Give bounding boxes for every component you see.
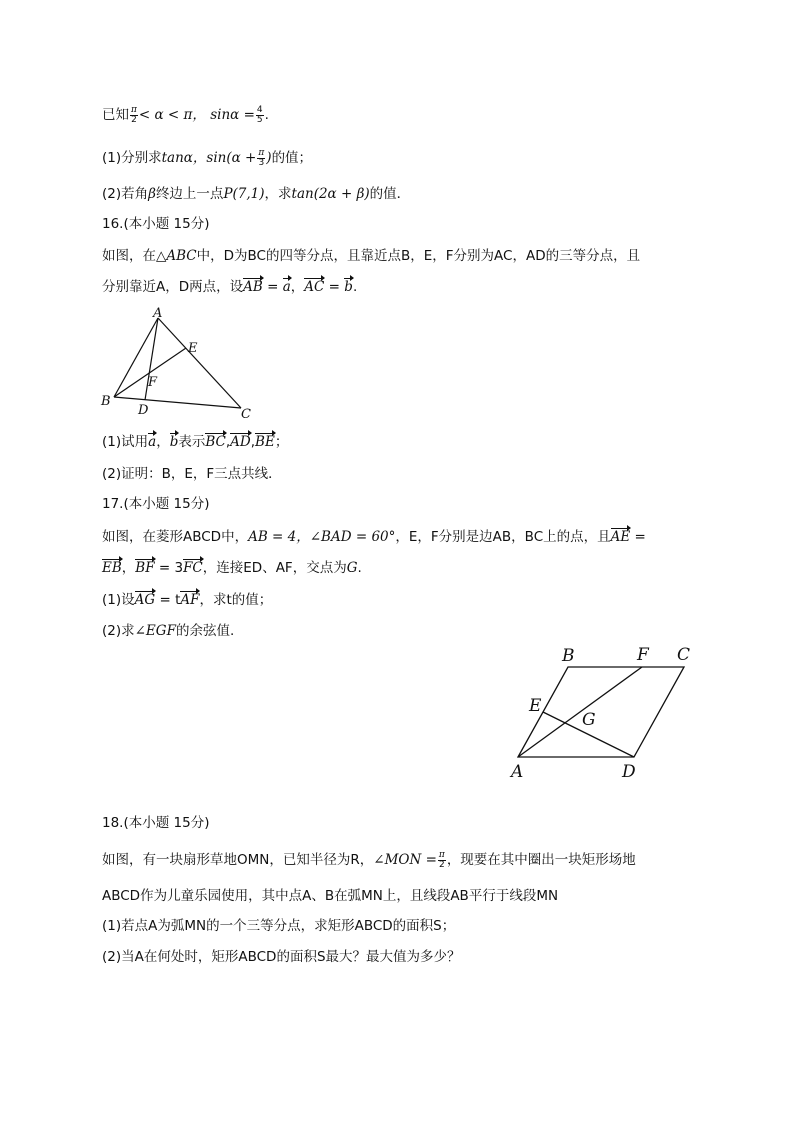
equals-three: = 3	[154, 560, 184, 576]
vector-bc: BC	[205, 434, 226, 450]
q15-part1-close: )	[266, 150, 272, 166]
q18-line1-prefix: 如图，有一块扇形草地OMN，已知半径为R，	[102, 852, 374, 868]
q15-pi-over-2	[130, 106, 138, 125]
frac-den: 5	[256, 114, 263, 125]
q17-angle-egf: ∠EGF	[134, 623, 176, 639]
q16-triangle-figure	[96, 304, 266, 426]
q15-intro	[102, 105, 269, 125]
frac-num: π	[131, 104, 137, 115]
vector-af: AF	[180, 592, 200, 608]
vector-ag: AG	[134, 592, 156, 608]
q15-part2	[102, 184, 410, 204]
separator: ,	[225, 434, 231, 450]
q15-part2-prefix: (2)若角	[102, 186, 149, 202]
label-b: B	[101, 394, 111, 409]
q16-line1-prefix: 如图，在	[102, 248, 156, 264]
q15-intro-eq: =	[243, 107, 255, 123]
vector-a: a	[282, 279, 291, 295]
vector-eb: EB	[102, 560, 122, 576]
q15-part2-suffix: 的值．	[369, 186, 411, 202]
label-f: F	[637, 645, 649, 665]
frac-den: 2	[131, 114, 137, 125]
period: .	[352, 279, 358, 295]
frac-num: π	[438, 849, 445, 860]
vector-be: BE	[255, 434, 275, 450]
q17-line2	[102, 558, 362, 578]
q17-part2	[102, 621, 234, 641]
q15-part1	[102, 148, 312, 168]
q15-part2-beta: β	[148, 186, 156, 202]
q16-line2-prefix: 分别靠近A，D两点，设	[102, 279, 244, 295]
point-g: G	[346, 560, 358, 576]
q16-line2	[102, 277, 357, 297]
q17-line1	[102, 527, 646, 547]
label-e: E	[529, 696, 542, 716]
comma: ，	[121, 560, 136, 576]
q18-line2: ABCD作为儿童乐园使用，其中点A、B在弧MN上，且线段AB平行于线段MN	[102, 888, 559, 904]
vector-a: a	[148, 434, 157, 450]
q17-part2-prefix: (2)求	[102, 623, 135, 639]
q15-part2-mid: 终边上一点	[155, 186, 224, 202]
comma: ，	[290, 279, 305, 295]
q17-rhombus-figure	[500, 640, 700, 785]
q18-header: 18.(本小题 15分)	[102, 815, 210, 831]
q16-line1-rest: 中，D为BC的四等分点，且靠近点B，E，F分别为AC，AD的三等分点，且	[196, 248, 641, 264]
q15-sin-value	[256, 106, 264, 125]
frac-den: 2	[438, 859, 445, 870]
q17-line2-rest: ，连接ED、AF，交点为	[202, 560, 347, 576]
q15-part2-point: P(7,1)	[223, 186, 265, 202]
label-g: G	[582, 710, 596, 730]
label-c: C	[677, 645, 691, 665]
q17-part1-suffix: ，求t的值；	[199, 592, 273, 608]
q15-part1-suffix: 的值；	[271, 150, 313, 166]
label-a: A	[153, 306, 163, 321]
comma: ，	[156, 434, 170, 450]
equals-sign: =	[262, 279, 283, 295]
label-e: E	[188, 341, 198, 356]
q17-angle-bad: ，∠BAD = 60°	[296, 529, 396, 545]
vector-ae: AE	[610, 529, 631, 545]
separator: ,	[250, 434, 256, 450]
label-d: D	[138, 403, 149, 418]
q18-part2: (2)当A在何处时，矩形ABCD的面积S最大？最大值为多少？	[102, 949, 461, 965]
q16-part1-prefix: (1)试用	[102, 434, 149, 450]
equals-sign: =	[630, 529, 646, 545]
q17-line1-rest: ，E，F分别是边AB，BC上的点，且	[395, 529, 611, 545]
q18-line1	[102, 850, 636, 870]
q16-part1	[102, 432, 288, 452]
equals-sign: =	[324, 279, 345, 295]
frac-num: π	[258, 147, 265, 158]
q15-part1-tan: tanα，	[161, 150, 207, 166]
vector-ac: AC	[304, 279, 325, 295]
vector-fc: FC	[183, 560, 203, 576]
vector-b: b	[344, 279, 353, 295]
q16-part2: (2)证明：B，E，F三点共线．	[102, 466, 282, 482]
q15-intro-ineq: < α < π，	[138, 107, 206, 123]
q15-part1-sin: sin(α +	[206, 150, 257, 166]
q15-pi-over-3	[257, 149, 265, 168]
q15-intro-prefix: 已知	[102, 107, 129, 123]
q15-part1-prefix: (1)分别求	[102, 150, 162, 166]
label-a: A	[511, 762, 524, 782]
q17-part2-suffix: 的余弦值.	[175, 623, 235, 639]
q17-part1	[102, 590, 272, 610]
q18-part1: (1)若点A为弧MN的一个三等分点，求矩形ABCD的面积S；	[102, 918, 456, 934]
q17-part1-prefix: (1)设	[102, 592, 135, 608]
vector-bf: BF	[135, 560, 155, 576]
segment-bc	[114, 397, 241, 408]
q18-pi-over-2	[438, 851, 446, 870]
q15-intro-sin: sinα	[210, 107, 240, 123]
equals-t: = t	[155, 592, 181, 608]
q17-line1-prefix: 如图，在菱形ABCD中，	[102, 529, 249, 545]
q16-part1-suffix: ；	[274, 434, 289, 450]
segment-ac	[158, 318, 241, 408]
period: .	[357, 560, 362, 576]
q15-part2-mid2: ，求	[264, 186, 292, 202]
label-f: F	[148, 375, 158, 390]
q15-intro-end: .	[264, 107, 269, 123]
label-d: D	[622, 762, 636, 782]
q15-part2-expr: tan(2α + β)	[291, 186, 370, 202]
q16-line1	[102, 246, 640, 266]
q18-angle-mon: ∠MON =	[373, 852, 437, 868]
frac-den: 3	[258, 157, 265, 168]
q16-triangle-abc: △ABC	[156, 248, 197, 264]
vector-ad: AD	[230, 434, 251, 450]
q17-header: 17.(本小题 15分)	[102, 496, 210, 512]
q18-line1-rest: ，现要在其中圈出一块矩形场地	[446, 852, 636, 868]
vector-b: b	[169, 434, 179, 450]
label-c: C	[241, 407, 251, 422]
frac-num: 4	[256, 104, 263, 115]
q16-part1-mid: 表示	[178, 434, 206, 450]
q16-header: 16.(本小题 15分)	[102, 216, 210, 232]
q17-ab-length: AB = 4	[248, 529, 297, 545]
label-b: B	[562, 646, 575, 666]
vector-ab: AB	[243, 279, 263, 295]
rhombus-abcd	[518, 667, 684, 757]
